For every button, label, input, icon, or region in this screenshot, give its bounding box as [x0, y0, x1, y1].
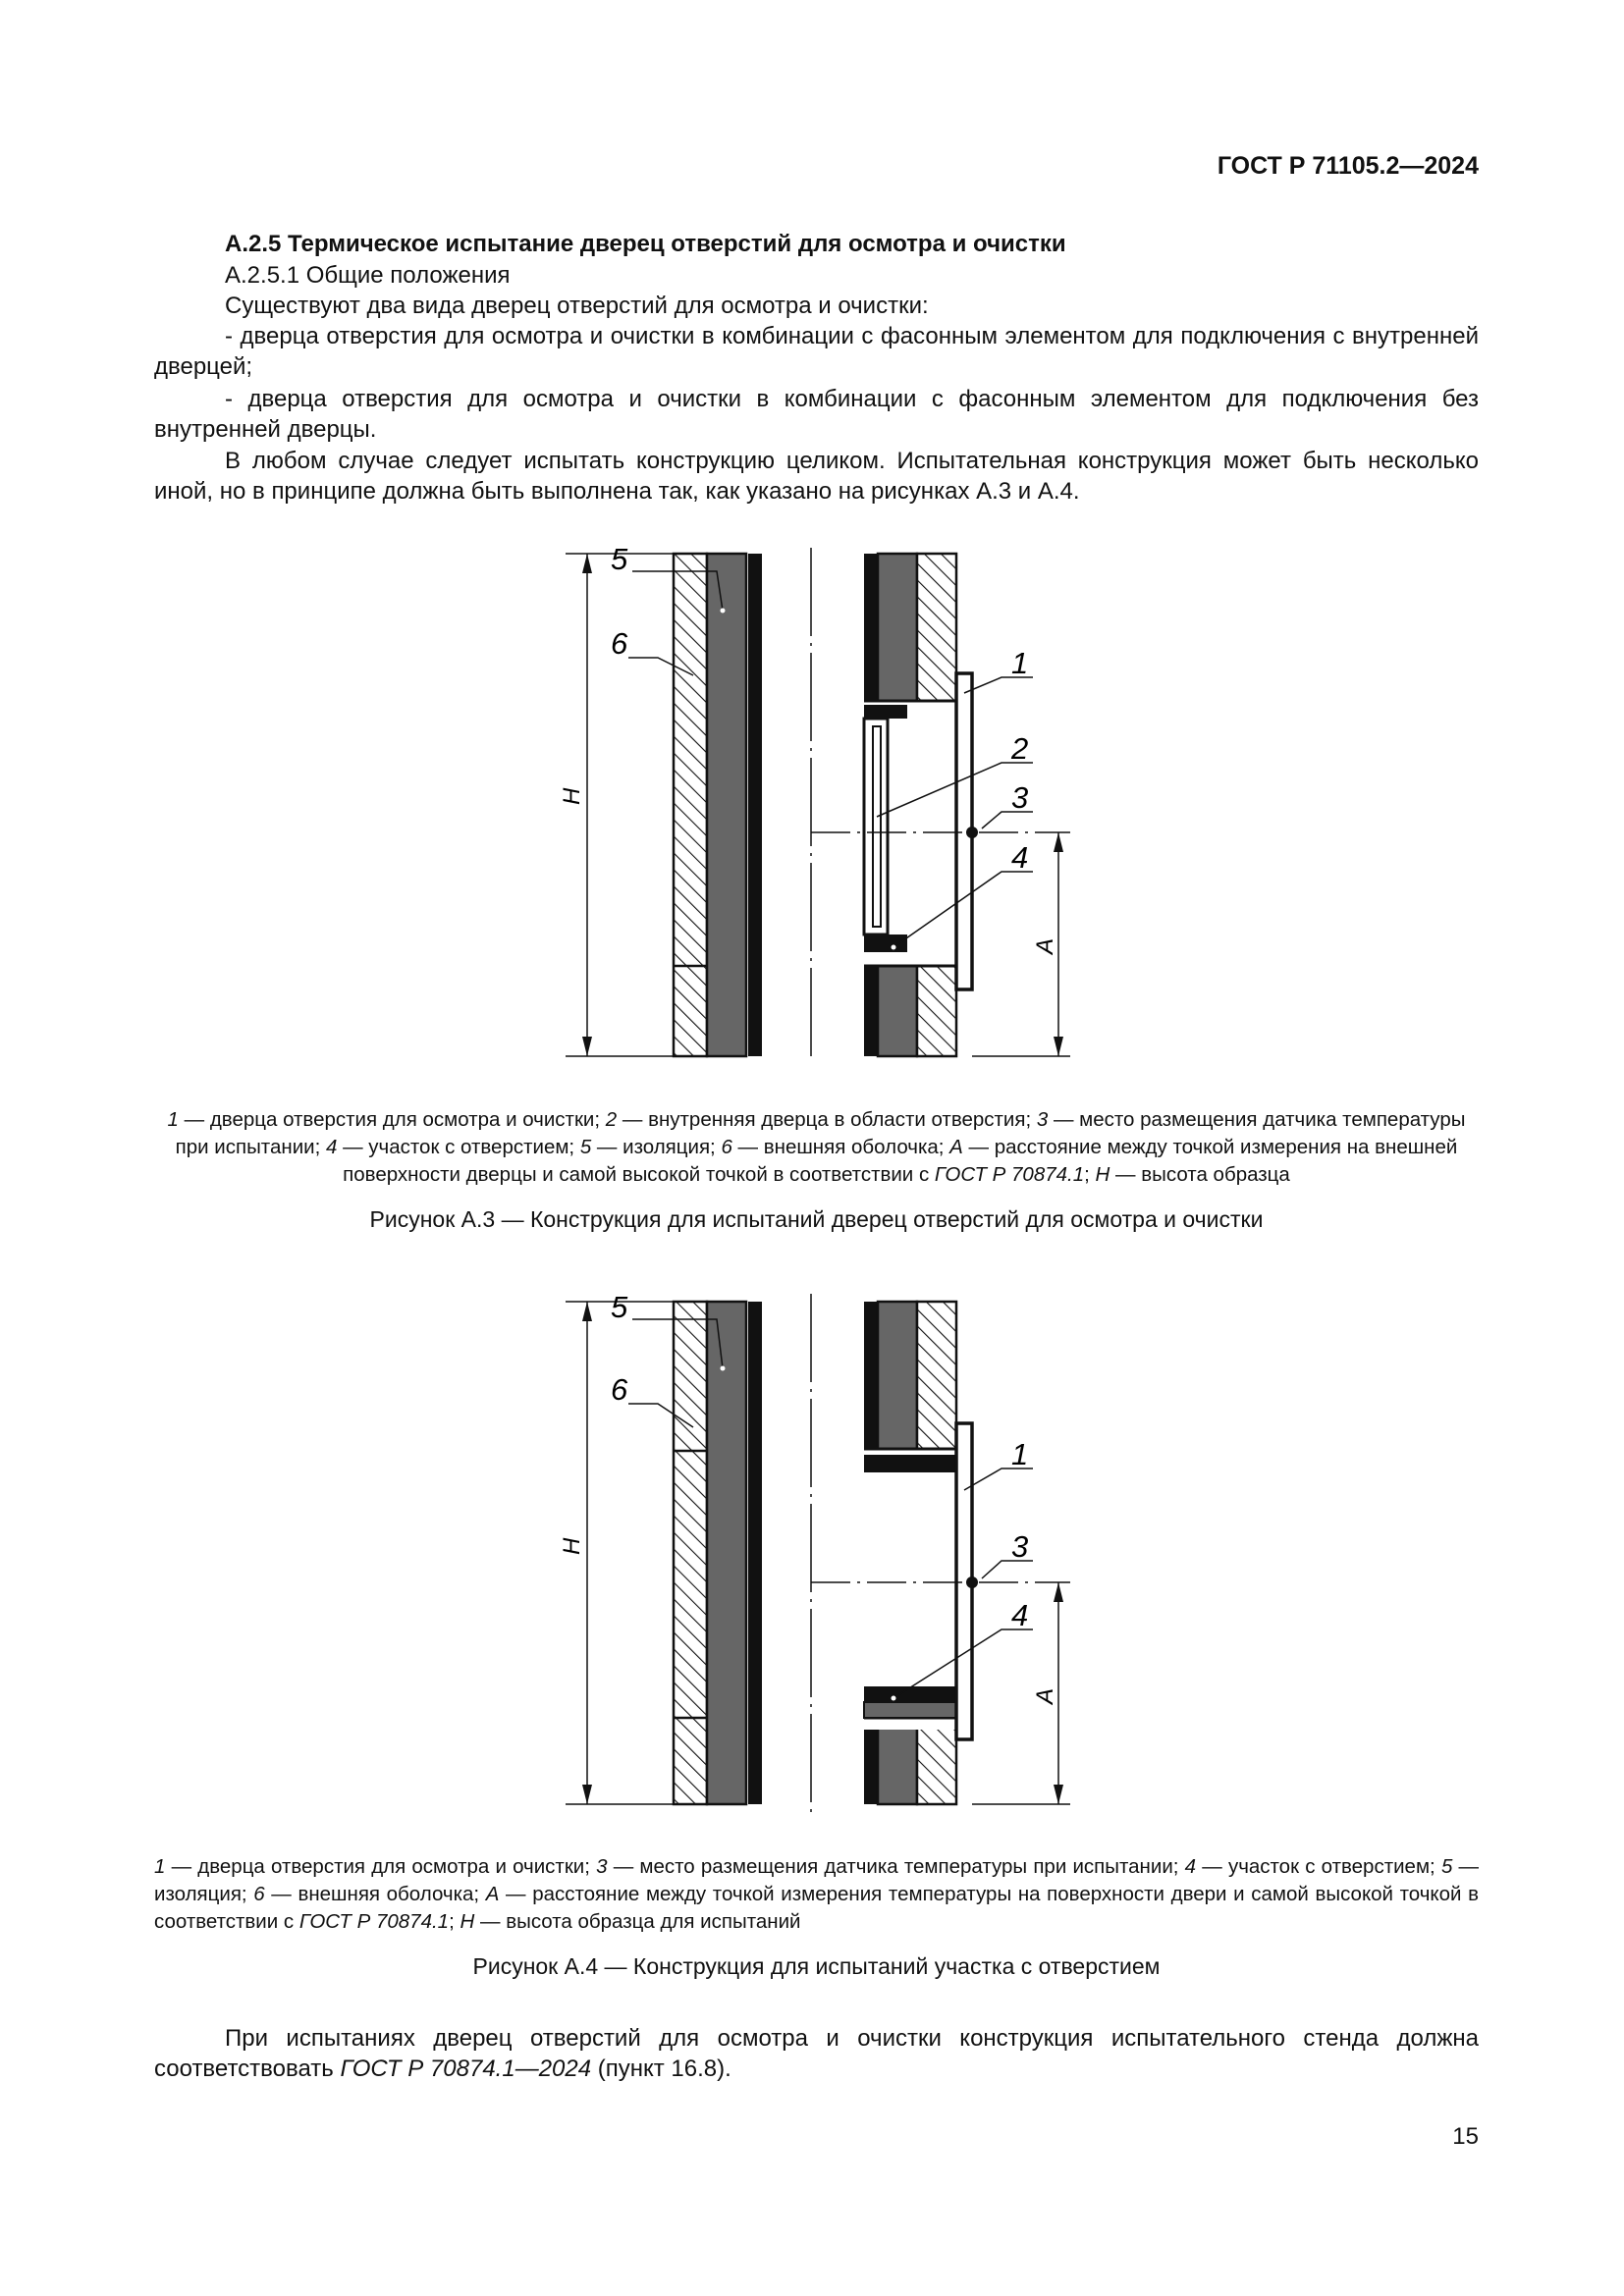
- callout-4: 4: [1011, 840, 1029, 875]
- callout-5: 5: [611, 1290, 628, 1324]
- callout-3: 3: [1011, 1529, 1029, 1564]
- callout-1: 1: [1011, 1437, 1029, 1471]
- figure-a3-drawing: [0, 530, 1624, 1080]
- page-number: 15: [1452, 2123, 1479, 2150]
- figure-a4-drawing: [0, 1276, 1624, 1826]
- figure-a4-legend: 1 — дверца отверстия для осмотра и очистки; 3 — место размещения датчика температуры при испытании; 4 — участок с отверстием; 5 — изоляция; 6 — внешняя оболочка; А — расстояние между точкой измерения температуры на поверхности двери и самой высокой точкой в соответствии с ГОСТ Р 70874.1; Н — высота образца для испытаний: [154, 1855, 1480, 1933]
- list-item: - дверца отверстия для осмотра и очистки в комбинации с фасонным элементом для подключения с внутренней дверцей;: [154, 323, 1479, 380]
- figure-a3-legend: 1 — дверца отверстия для осмотра и очистки; 2 — внутренняя дверца в области отверстия; 3 — место размещения датчика температуры при испытании; 4 — участок с отверстием; 5 — изоляция; 6 — внешняя оболочка; А — расстояние между точкой измерения на внешней поверхности дверцы и самой высокой точкой в соответствии с ГОСТ Р 70874.1; Н — высота образца: [167, 1108, 1466, 1186]
- callout-2: 2: [1011, 731, 1029, 766]
- list-item: - дверца отверстия для осмотра и очистки в комбинации с фасонным элементом для подключения без внутренней дверцы.: [154, 386, 1479, 443]
- dim-label-a: A: [1032, 1687, 1058, 1704]
- callout-4: 4: [1011, 1598, 1029, 1632]
- callout-5: 5: [611, 542, 628, 576]
- section-subheading: А.2.5.1 Общие положения: [225, 262, 511, 289]
- dim-label-h: H: [559, 1537, 585, 1555]
- intro-paragraph: Существуют два вида дверец отверстий для осмотра и очистки:: [225, 293, 929, 319]
- callout-6: 6: [611, 626, 628, 661]
- document-number: ГОСТ Р 71105.2—2024: [1217, 152, 1479, 180]
- closing-paragraph: При испытаниях дверец отверстий для осмотра и очистки конструкция испытательного стенда должна соответствовать ГОСТ Р 70874.1—2024 (пункт 16.8).: [154, 2025, 1479, 2082]
- callout-1: 1: [1011, 646, 1029, 680]
- body-paragraph: В любом случае следует испытать конструкцию целиком. Испытательная конструкция может быть несколько иной, но в принципе должна быть выполнена так, как указано на рисунках А.3 и А.4.: [154, 448, 1479, 505]
- callout-6: 6: [611, 1372, 628, 1407]
- figure-a3-caption: Рисунок А.3 — Конструкция для испытаний дверец отверстий для осмотра и очистки: [369, 1206, 1264, 1232]
- dim-label-a: A: [1032, 937, 1058, 954]
- figure-a4-caption: Рисунок А.4 — Конструкция для испытаний участка с отверстием: [472, 1953, 1161, 1979]
- dim-label-h: H: [559, 787, 585, 805]
- section-heading: А.2.5 Термическое испытание дверец отверстий для осмотра и очистки: [225, 231, 1066, 257]
- callout-3: 3: [1011, 780, 1029, 815]
